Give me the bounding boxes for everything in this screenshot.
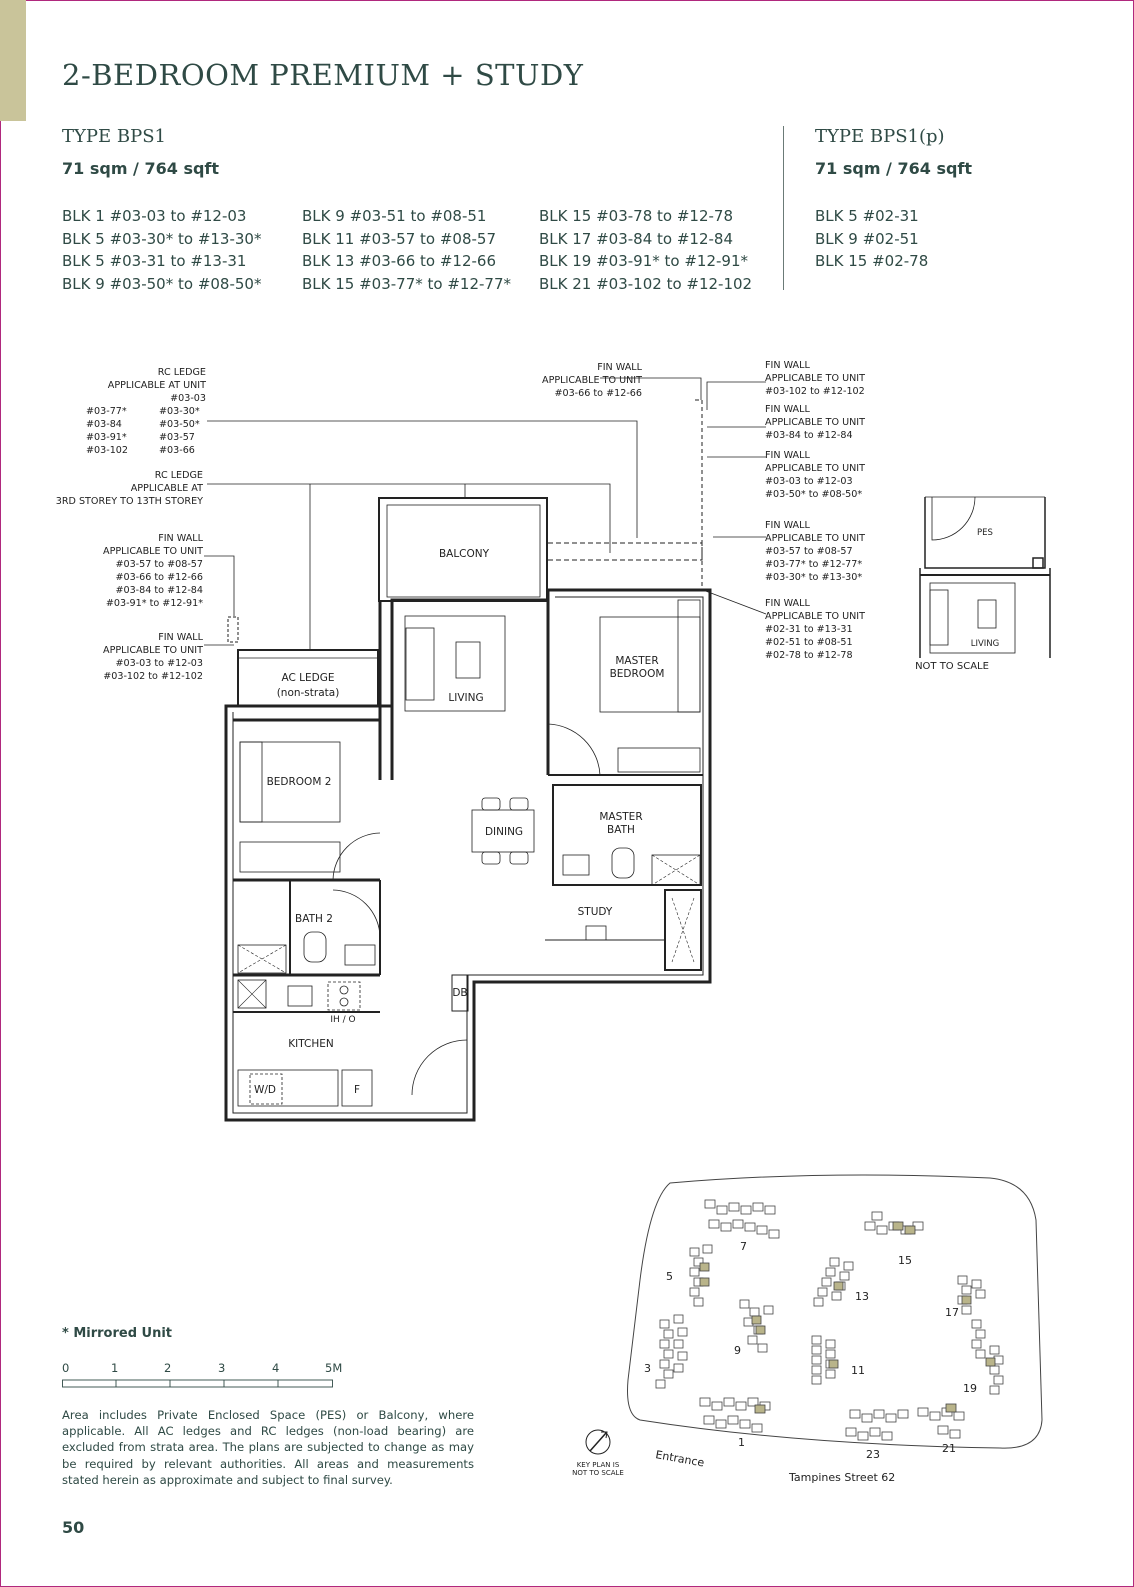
- small-plan-pes-label: PES: [977, 528, 993, 538]
- rc-ledge-units-9: #03-102: [86, 445, 129, 456]
- type-b-area: 71 sqm / 764 sqft: [815, 159, 973, 178]
- page-number: 50: [62, 1518, 85, 1537]
- rc-ledge-storey-2: 3RD STOREY TO 13TH STOREY: [55, 496, 203, 507]
- north-arrow-icon: [586, 1430, 610, 1454]
- unit-range: BLK 11 #03-57 to #08-57: [302, 229, 497, 248]
- scale-label-0: 0: [62, 1361, 70, 1375]
- fin-left1-2: #03-57 to #08-57: [115, 559, 203, 570]
- fin-r5-0: FIN WALL: [765, 598, 810, 609]
- fin-r3-2: #03-03 to #12-03: [765, 476, 853, 487]
- fin-r5-3: #02-51 to #08-51: [765, 637, 853, 648]
- unit-range: BLK 9 #03-50* to #08-50*: [62, 274, 262, 293]
- scale-bar: [62, 1360, 352, 1396]
- unit-range: BLK 9 #03-51 to #08-51: [302, 207, 487, 225]
- unit-range: BLK 9 #02-51: [815, 229, 919, 248]
- rc-ledge-units-5: #03-84: [86, 419, 122, 430]
- fin-r3-0: FIN WALL: [765, 450, 810, 461]
- fin-left2-1: APPLICABLE TO UNIT: [103, 645, 203, 656]
- unit-range: BLK 15 #02-78: [815, 252, 929, 270]
- fin-r4-4: #03-30* to #13-30*: [765, 572, 863, 583]
- unit-range: BLK 1 #03-03 to #12-03: [62, 207, 247, 225]
- fin-r1-2: #03-102 to #12-102: [765, 386, 865, 397]
- fin-r1-1: APPLICABLE TO UNIT: [765, 373, 865, 384]
- room-f: F: [353, 1084, 361, 1096]
- small-plan-caption: NOT TO SCALE: [915, 661, 989, 672]
- rc-ledge-units-7: #03-91*: [86, 432, 127, 443]
- room-dining: DINING: [484, 826, 524, 838]
- room-ac-ledge-1: AC LEDGE: [281, 672, 335, 684]
- floor-plan: [40, 345, 890, 1125]
- fin-left2-2: #03-03 to #12-03: [115, 658, 203, 669]
- fin-r2-2: #03-84 to #12-84: [765, 430, 853, 441]
- fin-r3-1: APPLICABLE TO UNIT: [765, 463, 865, 474]
- column-divider: [783, 126, 784, 290]
- fin-r1-0: FIN WALL: [765, 360, 810, 371]
- room-ac-ledge-2: (non-strata): [276, 687, 340, 699]
- fin-left1-0: FIN WALL: [158, 533, 203, 544]
- room-master-bedroom-1: MASTER: [615, 655, 659, 667]
- unit-range: BLK 5 #03-30* to #13-30*: [62, 229, 262, 248]
- key-plan-block-9: 9: [734, 1344, 741, 1357]
- key-plan-block-3: 3: [644, 1362, 651, 1375]
- disclaimer: Area includes Private Enclosed Space (PES) or Balcony, where applicable. All AC ledges and RC ledges (non-load bearing) are excluded from strata area. The plans are subjected to change as may be required by relevant authorities. All areas and measurements stated herein as approximate and subject to final survey.: [62, 1408, 474, 1487]
- fin-r5-2: #02-31 to #13-31: [765, 624, 853, 635]
- key-plan-block-1: 1: [738, 1436, 745, 1449]
- type-a-units-col3: [539, 205, 752, 295]
- unit-range: BLK 15 #03-78 to #12-78: [539, 207, 734, 225]
- fin-left2-0: FIN WALL: [158, 632, 203, 643]
- fin-r5-4: #02-78 to #12-78: [765, 650, 853, 661]
- scale-label-4: 4: [272, 1361, 280, 1375]
- fin-wall-dashed-vertical: [695, 400, 702, 590]
- rc-ledge-storey-1: APPLICABLE AT: [130, 483, 203, 494]
- fin-wall-left: [228, 617, 238, 642]
- rc-ledge-units-10: #03-66: [159, 445, 195, 456]
- fin-r4-3: #03-77* to #12-77*: [765, 559, 863, 570]
- type-b-units: [815, 205, 928, 273]
- small-plan-pes: [915, 488, 1055, 673]
- room-kitchen: KITCHEN: [288, 1038, 334, 1050]
- room-master-bath-2: BATH: [607, 824, 635, 836]
- room-bath-2: BATH 2: [295, 913, 333, 925]
- rc-ledge-units-3: #03-77*: [86, 406, 127, 417]
- room-master-bedroom-2: BEDROOM: [609, 668, 665, 680]
- accent-tab: [0, 0, 26, 121]
- fin-top-1: APPLICABLE TO UNIT: [542, 375, 642, 386]
- unit-range: BLK 13 #03-66 to #12-66: [302, 252, 497, 270]
- fin-r2-0: FIN WALL: [765, 404, 810, 415]
- unit-range: BLK 15 #03-77* to #12-77*: [302, 274, 512, 293]
- room-living: LIVING: [448, 692, 484, 704]
- fin-left1-1: APPLICABLE TO UNIT: [103, 546, 203, 557]
- key-plan-block-15: 15: [898, 1254, 912, 1267]
- scale-label-1: 1: [111, 1361, 119, 1375]
- key-plan-entrance: Entrance: [654, 1448, 706, 1470]
- key-plan-note-2: NOT TO SCALE: [572, 1469, 624, 1477]
- page-title: 2-BEDROOM PREMIUM + STUDY: [62, 58, 584, 92]
- fin-left1-4: #03-84 to #12-84: [115, 585, 203, 596]
- fin-r2-1: APPLICABLE TO UNIT: [765, 417, 865, 428]
- rc-ledge-units-2: #03-03: [170, 393, 206, 404]
- rc-ledge-units-0: RC LEDGE: [157, 367, 206, 378]
- unit-range: BLK 17 #03-84 to #12-84: [539, 229, 734, 248]
- rc-ledge-units-6: #03-50*: [159, 419, 200, 430]
- key-plan: [570, 1170, 1050, 1490]
- key-plan-block-23: 23: [866, 1448, 880, 1461]
- type-a-area: 71 sqm / 764 sqft: [62, 159, 220, 178]
- fin-r4-1: APPLICABLE TO UNIT: [765, 533, 865, 544]
- fin-r4-2: #03-57 to #08-57: [765, 546, 853, 557]
- mirrored-unit-note: * Mirrored Unit: [62, 1326, 173, 1341]
- key-plan-block-5: 5: [666, 1270, 673, 1283]
- fin-wall-dashed: [548, 543, 702, 560]
- key-plan-block-11: 11: [851, 1364, 865, 1377]
- small-plan-living-label: LIVING: [970, 639, 1000, 649]
- room-db: DB: [452, 987, 468, 999]
- type-b-name: TYPE BPS1(p): [815, 126, 945, 147]
- room-ih-o: IH / O: [330, 1015, 356, 1025]
- key-plan-street: Tampines Street 62: [789, 1471, 896, 1484]
- key-plan-block-13: 13: [855, 1290, 869, 1303]
- unit-range: BLK 5 #02-31: [815, 207, 919, 225]
- room-bedroom-2: BEDROOM 2: [266, 776, 332, 788]
- type-a-units-col2: [302, 205, 511, 295]
- key-plan-note-1: KEY PLAN IS: [576, 1461, 620, 1469]
- type-a-units-col1: [62, 205, 261, 295]
- rc-ledge-units-8: #03-57: [159, 432, 195, 443]
- fin-top-2: #03-66 to #12-66: [554, 388, 642, 399]
- fin-left1-5: #03-91* to #12-91*: [105, 598, 203, 609]
- fin-top-0: FIN WALL: [597, 362, 642, 373]
- unit-range: BLK 5 #03-31 to #13-31: [62, 252, 247, 270]
- scale-label-5: 5M: [325, 1361, 343, 1375]
- unit-range: BLK 21 #03-102 to #12-102: [539, 274, 753, 293]
- room-wd: W/D: [253, 1084, 277, 1096]
- fin-r3-3: #03-50* to #08-50*: [765, 489, 863, 500]
- fin-left1-3: #03-66 to #12-66: [115, 572, 203, 583]
- rc-ledge-units-4: #03-30*: [159, 406, 200, 417]
- key-plan-block-7: 7: [740, 1240, 747, 1253]
- room-balcony: BALCONY: [438, 548, 490, 560]
- type-a-name: TYPE BPS1: [62, 126, 166, 147]
- scale-label-2: 2: [164, 1361, 172, 1375]
- fin-left2-3: #03-102 to #12-102: [103, 671, 203, 682]
- key-plan-block-19: 19: [963, 1382, 977, 1395]
- rc-ledge-storey-0: RC LEDGE: [154, 470, 203, 481]
- rc-ledge-units-1: APPLICABLE AT UNIT: [107, 380, 206, 391]
- scale-label-3: 3: [218, 1361, 226, 1375]
- room-study: STUDY: [577, 906, 613, 918]
- room-master-bath-1: MASTER: [599, 811, 643, 823]
- fin-r4-0: FIN WALL: [765, 520, 810, 531]
- unit-range: BLK 19 #03-91* to #12-91*: [539, 252, 749, 270]
- fin-r5-1: APPLICABLE TO UNIT: [765, 611, 865, 622]
- key-plan-block-17: 17: [945, 1306, 959, 1319]
- key-plan-block-21: 21: [942, 1442, 956, 1455]
